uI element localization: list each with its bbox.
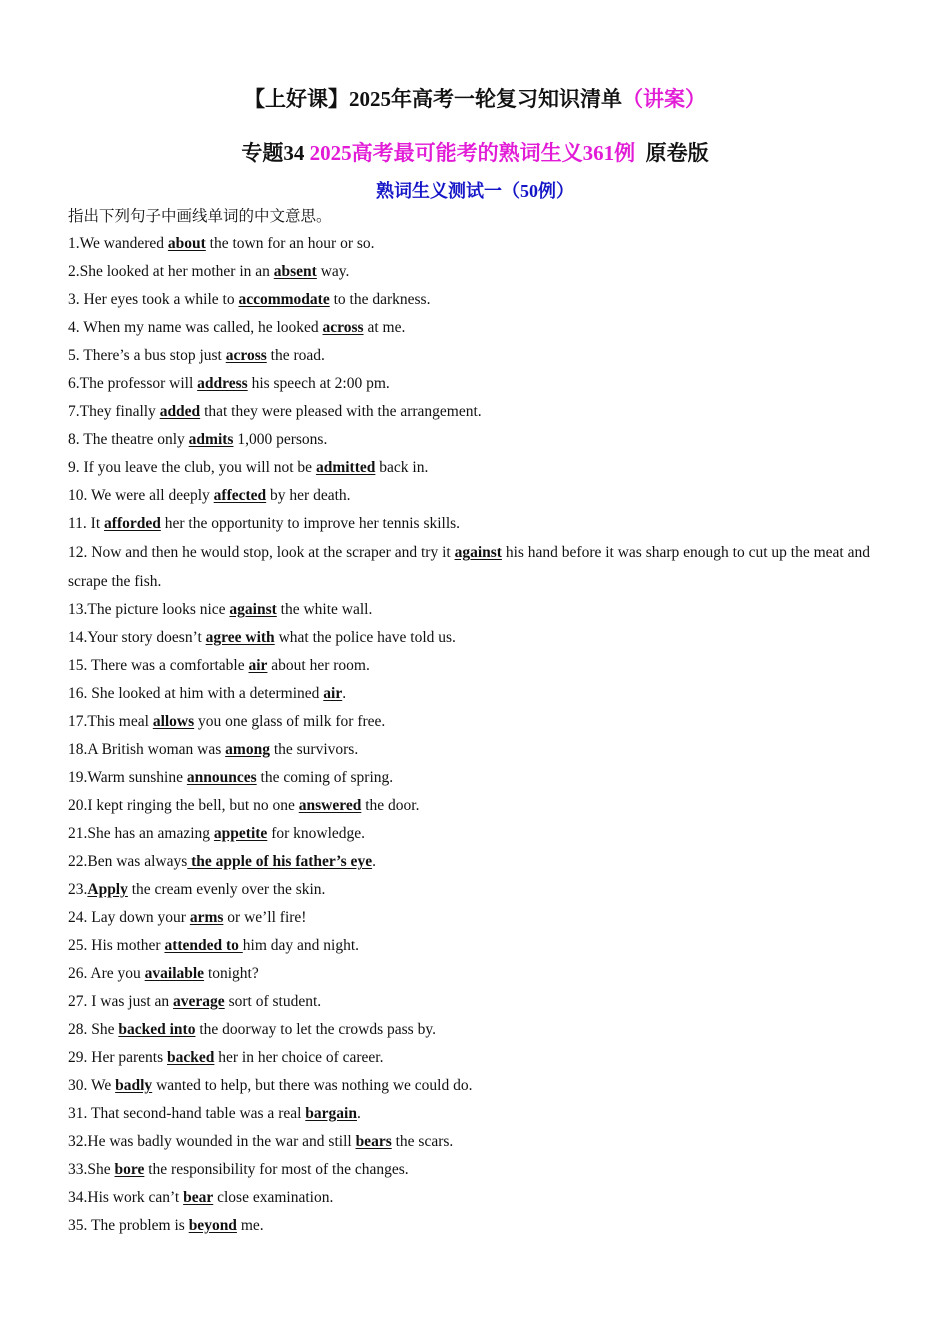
question-text-before: 10. We were all deeply [68, 487, 214, 504]
question-text-before: 30. We [68, 1077, 116, 1094]
question-text-before: 3. Her eyes took a while to [68, 291, 239, 308]
question-text-after: the survivors. [269, 741, 359, 758]
question-text-after: what the police have told us. [274, 629, 456, 646]
question-text-after: by her death. [266, 487, 351, 504]
question-text-before: 15. There was a comfortable [68, 657, 249, 674]
question-text-before: 11. It [68, 515, 105, 532]
underlined-word: across [225, 347, 267, 364]
question-item [68, 960, 882, 988]
question-text-before: 35. The problem is [68, 1217, 189, 1234]
underlined-word: admitted [315, 459, 376, 476]
question-text-after: back in. [375, 459, 429, 476]
question-item [68, 736, 882, 764]
question-text-before: 2.She looked at her mother in an [68, 263, 274, 280]
question-item [68, 314, 882, 342]
question-item [68, 1072, 882, 1100]
question-text-after: about her room. [267, 657, 370, 674]
topic-number: 专题34 [241, 141, 310, 165]
question-text-before: 23. [68, 881, 88, 898]
underlined-word: agree with [205, 629, 275, 646]
question-text-after: for knowledge. [267, 825, 366, 842]
question-item [68, 258, 882, 286]
topic-name: 2025高考最可能考的熟词生义361例 [309, 141, 636, 165]
underlined-word: admits [188, 431, 234, 448]
question-text-before: 12. Now and then he would stop, look at the scraper and try it [68, 544, 455, 561]
question-text-before: 5. There’s a bus stop just [68, 347, 226, 364]
question-text-after: the doorway to let the crowds pass by. [195, 1021, 436, 1038]
question-item [68, 482, 882, 510]
section-subtitle: 熟词生义测试一（50例） [376, 181, 574, 201]
underlined-word: bears [355, 1133, 392, 1150]
underlined-word: beyond [188, 1217, 237, 1234]
question-text-before: 26. Are you [68, 965, 145, 982]
question-text-after: that they were pleased with the arrangement. [200, 403, 482, 420]
underlined-word: the apple of his father’s eye [187, 853, 373, 870]
question-item [68, 596, 882, 624]
question-text-before: 4. When my name was called, he looked [68, 319, 323, 336]
question-text-before: 33.She [68, 1161, 115, 1178]
question-text-after: his speech at 2:00 pm. [247, 375, 390, 392]
question-text-before: 24. Lay down your [68, 909, 190, 926]
underlined-word: about [167, 235, 206, 252]
question-text-after: the town for an hour or so. [205, 235, 375, 252]
underlined-word: accommodate [238, 291, 330, 308]
underlined-word: bear [183, 1189, 214, 1206]
question-item [68, 426, 882, 454]
question-item [68, 932, 882, 960]
question-item [68, 1016, 882, 1044]
question-item [68, 1156, 882, 1184]
underlined-word: appetite [213, 825, 268, 842]
question-text-before: 18.A British woman was [68, 741, 226, 758]
question-text-after: 1,000 persons. [233, 431, 328, 448]
underlined-word: added [159, 403, 201, 420]
question-text-before: 21.She has an amazing [68, 825, 214, 842]
question-text-before: 9. If you leave the club, you will not be [68, 459, 316, 476]
question-text-before: 1.We wandered [68, 235, 168, 252]
question-text-before: 29. Her parents [68, 1049, 167, 1066]
question-text-after: at me. [363, 319, 406, 336]
question-text-before: 20.I kept ringing the bell, but no one [68, 797, 299, 814]
question-text-before: 27. I was just an [68, 993, 174, 1010]
document-title [68, 84, 882, 114]
question-item [68, 398, 882, 426]
topic-version: 原卷版 [635, 141, 709, 165]
question-item [68, 1184, 882, 1212]
question-item [68, 1100, 882, 1128]
question-text-before: 28. She [68, 1021, 119, 1038]
question-text-before: 22.Ben was always [68, 853, 188, 870]
question-text-after: . [372, 853, 376, 870]
question-text-after: or we’ll fire! [223, 909, 307, 926]
underlined-word: attended to [164, 937, 243, 954]
underlined-word: across [322, 319, 364, 336]
question-text-after: . [356, 1105, 361, 1122]
question-item [68, 1044, 882, 1072]
question-text-before: 14.Your story doesn’t [68, 629, 206, 646]
underlined-word: backed into [118, 1021, 196, 1038]
underlined-word: answered [298, 797, 362, 814]
question-text-after: the scars. [391, 1133, 454, 1150]
question-text-before: 25. His mother [68, 937, 165, 954]
question-text-after: wanted to help, but there was nothing we could do. [152, 1077, 473, 1094]
question-text-after: me. [236, 1217, 264, 1234]
question-item [68, 1128, 882, 1156]
question-item [68, 988, 882, 1016]
question-text-after: his hand before it was sharp enough to cut up the meat and scrape the fish. [68, 544, 874, 590]
underlined-word: address [197, 375, 248, 392]
topic-title [68, 138, 882, 168]
underlined-word: among [225, 741, 270, 758]
question-text-before: 34.His work can’t [68, 1189, 184, 1206]
underlined-word: badly [115, 1077, 153, 1094]
question-list [68, 230, 882, 1240]
question-text-after: the white wall. [276, 601, 373, 618]
question-item [68, 230, 882, 258]
underlined-word: against [229, 601, 277, 618]
question-item [68, 680, 882, 708]
question-item [68, 764, 882, 792]
underlined-word: average [173, 993, 225, 1010]
question-text-before: 7.They finally [68, 403, 160, 420]
question-text-after: close examination. [213, 1189, 334, 1206]
question-text-before: 19.Warm sunshine [68, 769, 187, 786]
question-text-before: 17.This meal [68, 713, 153, 730]
question-item [68, 1212, 882, 1240]
question-text-after: you one glass of milk for free. [194, 713, 386, 730]
underlined-word: air [323, 685, 343, 702]
question-text-after: to the darkness. [329, 291, 431, 308]
question-item [68, 708, 882, 736]
question-item [68, 454, 882, 482]
underlined-word: Apply [87, 881, 128, 898]
underlined-word: allows [152, 713, 195, 730]
question-text-after: sort of student. [224, 993, 322, 1010]
question-item [68, 820, 882, 848]
question-item [68, 792, 882, 820]
underlined-word: absent [273, 263, 317, 280]
question-item [68, 624, 882, 652]
underlined-word: bargain [305, 1105, 357, 1122]
question-text-after: the door. [361, 797, 420, 814]
question-item [68, 652, 882, 680]
question-item [68, 510, 882, 538]
question-text-after: the responsibility for most of the changes. [144, 1161, 409, 1178]
question-text-before: 31. That second-hand table was a real [68, 1105, 306, 1122]
question-text-before: 8. The theatre only [68, 431, 189, 448]
question-text-after: her the opportunity to improve her tennis skills. [160, 515, 461, 532]
question-item [68, 370, 882, 398]
title-tag: （讲案） [622, 87, 706, 111]
question-text-after: the cream evenly over the skin. [127, 881, 326, 898]
question-text-after: tonight? [204, 965, 259, 982]
question-text-before: 13.The picture looks nice [68, 601, 230, 618]
question-text-before: 6.The professor will [68, 375, 198, 392]
question-text-after: him day and night. [242, 937, 360, 954]
question-text-after: her in her choice of career. [214, 1049, 384, 1066]
underlined-word: against [454, 544, 502, 561]
question-text-before: 32.He was badly wounded in the war and still [68, 1133, 356, 1150]
question-text-after: way. [316, 263, 350, 280]
underlined-word: available [144, 965, 205, 982]
underlined-word: affected [213, 487, 267, 504]
question-text-after: the road. [266, 347, 325, 364]
question-item [68, 904, 882, 932]
question-item [68, 538, 882, 596]
underlined-word: arms [189, 909, 224, 926]
question-item [68, 286, 882, 314]
question-text-after: . [342, 685, 347, 702]
underlined-word: air [248, 657, 268, 674]
title-main: 【上好课】2025年高考一轮复习知识清单 [244, 87, 622, 111]
underlined-word: bore [114, 1161, 145, 1178]
underlined-word: backed [167, 1049, 215, 1066]
instruction-text: 指出下列句子中画线单词的中文意思。 [68, 208, 332, 225]
question-item [68, 848, 882, 876]
underlined-word: afforded [104, 515, 161, 532]
question-text-before: 16. She looked at him with a determined [68, 685, 324, 702]
underlined-word: announces [186, 769, 257, 786]
question-item [68, 342, 882, 370]
question-text-after: the coming of spring. [256, 769, 394, 786]
question-item [68, 876, 882, 904]
